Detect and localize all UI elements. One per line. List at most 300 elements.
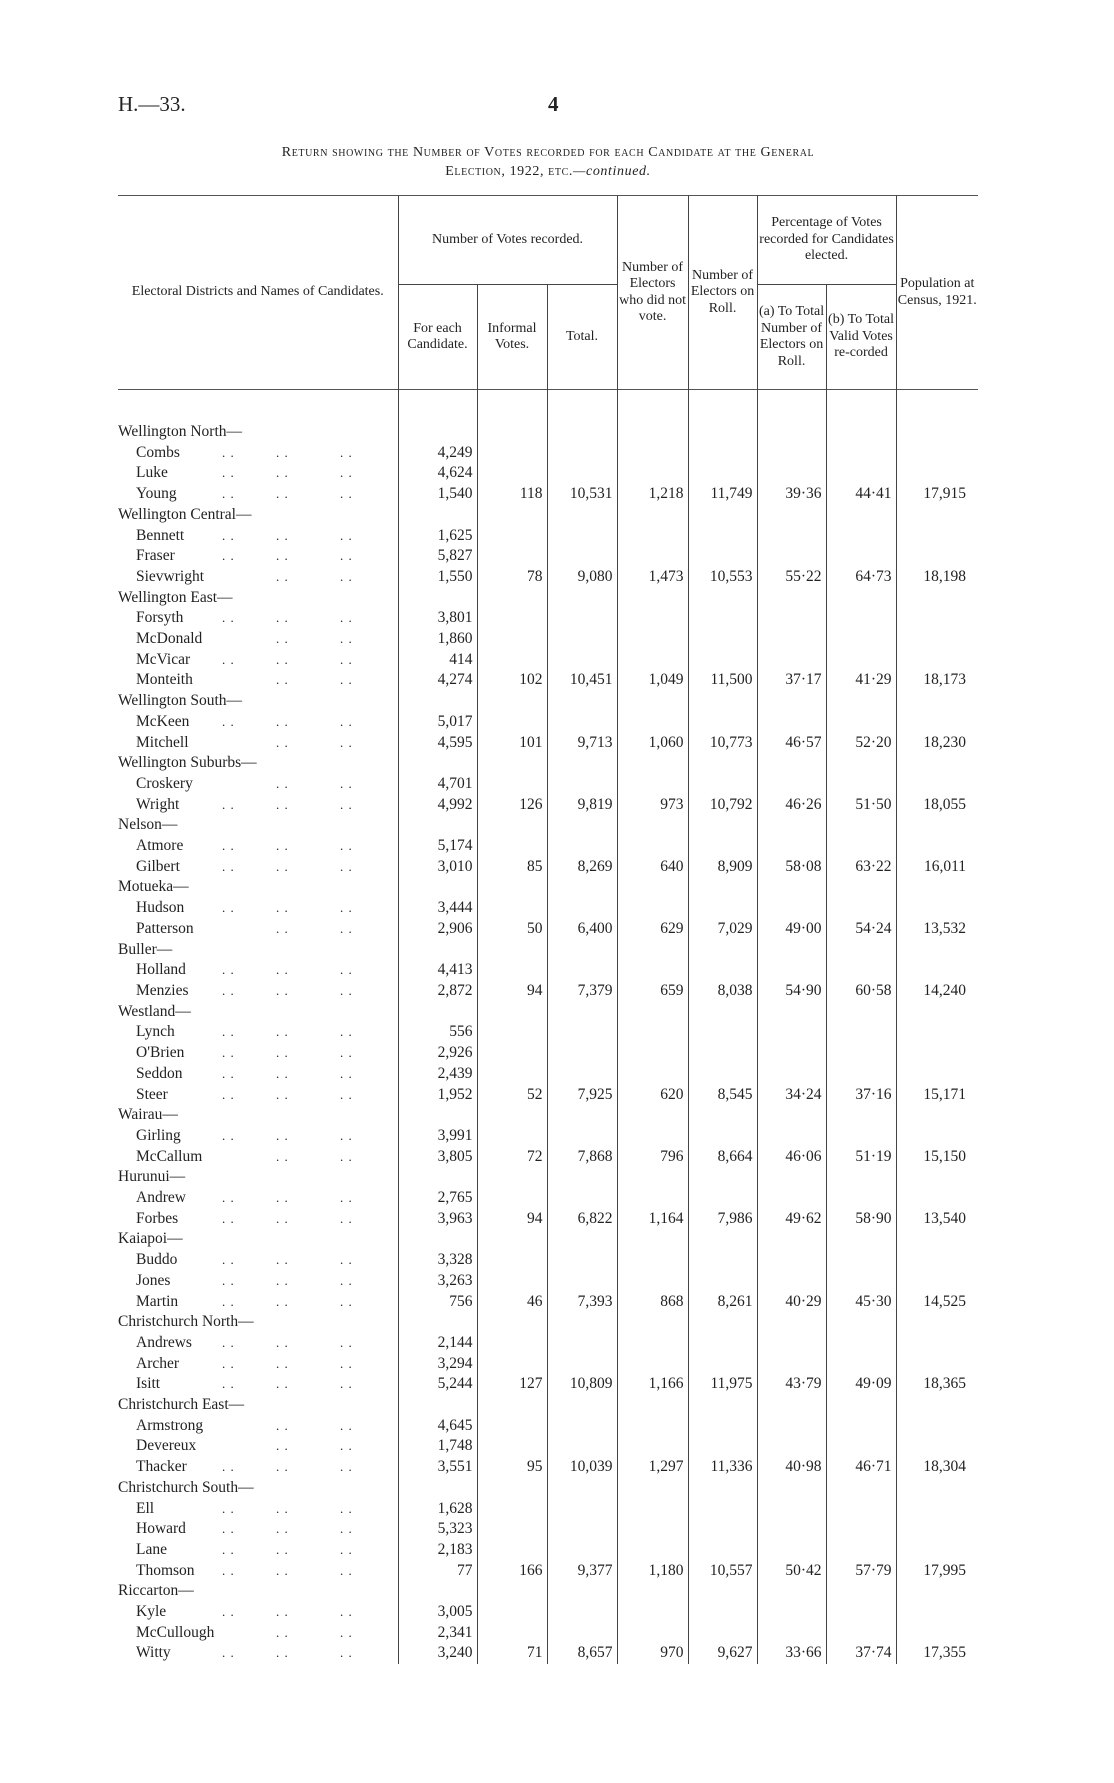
empty-cell xyxy=(547,774,617,795)
district-row xyxy=(118,422,978,443)
candidate-cell: . . . . . . Forsyth xyxy=(136,609,353,627)
candidate-row xyxy=(118,1292,978,1313)
population: 18,055 xyxy=(896,795,978,816)
population: 15,171 xyxy=(896,1085,978,1106)
candidate-row xyxy=(118,1623,978,1644)
col-header-pct-group: Percentage of Votes recorded for Candidates elected. xyxy=(757,196,896,285)
candidate-votes: 556 xyxy=(398,1022,477,1043)
empty-cell xyxy=(547,588,617,609)
empty-cell xyxy=(896,588,978,609)
candidate-name: Andrews xyxy=(136,1333,192,1351)
empty-cell xyxy=(688,1271,757,1292)
empty-cell xyxy=(826,960,896,981)
empty-cell xyxy=(757,1043,826,1064)
candidate-row xyxy=(118,1271,978,1292)
empty-cell xyxy=(826,1519,896,1540)
empty-cell xyxy=(896,422,978,443)
pct-b: 58·90 xyxy=(826,1209,896,1230)
population: 14,240 xyxy=(896,981,978,1002)
empty-cell xyxy=(547,546,617,567)
did-not-vote: 868 xyxy=(617,1292,688,1313)
district-name: Wairau— xyxy=(118,1106,178,1124)
empty-cell xyxy=(547,1022,617,1043)
empty-cell xyxy=(896,463,978,484)
empty-cell xyxy=(826,815,896,836)
district-row xyxy=(118,1581,978,1602)
empty-cell xyxy=(688,1499,757,1520)
candidate-name: Thacker xyxy=(136,1458,187,1476)
candidate-cell: . . . . . . Archer xyxy=(136,1354,353,1372)
empty-cell xyxy=(826,1002,896,1023)
district-row xyxy=(118,815,978,836)
candidate-cell: . . . . . . McKeen xyxy=(136,712,353,730)
candidate-votes: 1,550 xyxy=(398,567,477,588)
empty-cell xyxy=(477,546,547,567)
empty-cell xyxy=(896,1395,978,1416)
title-line-2 xyxy=(118,162,978,181)
candidate-cell: . . . . Sievwright xyxy=(136,567,353,585)
empty-cell xyxy=(547,1333,617,1354)
empty-cell xyxy=(896,1250,978,1271)
empty-cell xyxy=(617,1540,688,1561)
empty-cell xyxy=(757,1581,826,1602)
empty-cell xyxy=(617,1416,688,1437)
did-not-vote: 796 xyxy=(617,1147,688,1168)
candidate-cell: . . . . . . Seddon xyxy=(136,1064,353,1082)
district-row xyxy=(118,753,978,774)
candidate-row xyxy=(118,1561,978,1582)
population: 18,173 xyxy=(896,670,978,691)
district-name: Riccarton— xyxy=(118,1582,194,1600)
empty-cell xyxy=(547,815,617,836)
candidate-votes: 4,595 xyxy=(398,733,477,754)
empty-cell xyxy=(896,1126,978,1147)
empty-cell xyxy=(477,1022,547,1043)
empty-cell xyxy=(826,1436,896,1457)
candidate-name: Ell xyxy=(136,1499,155,1517)
empty-cell xyxy=(826,1126,896,1147)
empty-cell xyxy=(757,650,826,671)
empty-cell xyxy=(547,1395,617,1416)
candidate-name: Thomson xyxy=(136,1561,195,1579)
empty-cell xyxy=(757,1602,826,1623)
empty-cell xyxy=(896,753,978,774)
empty-cell xyxy=(688,712,757,733)
empty-cell xyxy=(398,691,477,712)
empty-cell xyxy=(826,1105,896,1126)
empty-cell xyxy=(477,1043,547,1064)
empty-cell xyxy=(398,588,477,609)
empty-cell xyxy=(477,712,547,733)
empty-cell xyxy=(398,505,477,526)
candidate-cell: . . . . . . Fraser xyxy=(136,547,353,565)
empty-cell xyxy=(547,1540,617,1561)
empty-cell xyxy=(688,1395,757,1416)
total: 10,039 xyxy=(547,1457,617,1478)
empty-cell xyxy=(896,1229,978,1250)
empty-cell xyxy=(617,1064,688,1085)
empty-cell xyxy=(477,1354,547,1375)
candidate-name: Archer xyxy=(136,1354,180,1372)
empty-cell xyxy=(896,1478,978,1499)
candidate-cell: . . . . . . Gilbert xyxy=(136,857,353,875)
candidate-votes: 5,244 xyxy=(398,1374,477,1395)
empty-cell xyxy=(398,1105,477,1126)
empty-cell xyxy=(757,960,826,981)
empty-cell xyxy=(896,940,978,961)
empty-cell xyxy=(617,1395,688,1416)
empty-cell xyxy=(757,1333,826,1354)
empty-cell xyxy=(826,1602,896,1623)
informal: 72 xyxy=(477,1147,547,1168)
candidate-votes: 2,926 xyxy=(398,1043,477,1064)
empty-cell xyxy=(826,1354,896,1375)
candidate-cell: . . . . . . O'Brien xyxy=(136,1044,353,1062)
empty-cell xyxy=(896,1623,978,1644)
candidate-votes: 4,701 xyxy=(398,774,477,795)
candidate-cell: . . . . . . Hudson xyxy=(136,899,353,917)
candidate-votes: 2,341 xyxy=(398,1623,477,1644)
candidate-votes: 3,294 xyxy=(398,1354,477,1375)
empty-cell xyxy=(896,712,978,733)
candidate-cell: . . . . . . Young xyxy=(136,485,353,503)
candidate-row xyxy=(118,795,978,816)
pct-b: 51·19 xyxy=(826,1147,896,1168)
empty-cell xyxy=(477,629,547,650)
empty-cell xyxy=(398,1229,477,1250)
candidate-name: Hudson xyxy=(136,899,185,917)
empty-cell xyxy=(688,608,757,629)
candidate-name: Girling xyxy=(136,1126,181,1144)
empty-cell xyxy=(547,940,617,961)
empty-cell xyxy=(477,1519,547,1540)
did-not-vote: 1,166 xyxy=(617,1374,688,1395)
empty-cell xyxy=(757,1416,826,1437)
candidate-row xyxy=(118,1333,978,1354)
empty-cell xyxy=(757,1312,826,1333)
informal: 52 xyxy=(477,1085,547,1106)
candidate-name: McVicar xyxy=(136,650,191,668)
empty-cell xyxy=(757,505,826,526)
empty-cell xyxy=(896,650,978,671)
pct-a: 40·29 xyxy=(757,1292,826,1313)
empty-cell xyxy=(757,712,826,733)
empty-cell xyxy=(547,1271,617,1292)
empty-cell xyxy=(688,1105,757,1126)
empty-cell xyxy=(547,836,617,857)
empty-cell xyxy=(757,526,826,547)
empty-cell xyxy=(826,1043,896,1064)
pct-a: 46·06 xyxy=(757,1147,826,1168)
empty-cell xyxy=(826,712,896,733)
empty-cell xyxy=(477,526,547,547)
pct-a: 49·62 xyxy=(757,1209,826,1230)
empty-cell xyxy=(896,691,978,712)
empty-cell xyxy=(617,1250,688,1271)
empty-cell xyxy=(547,1167,617,1188)
empty-cell xyxy=(477,1126,547,1147)
total: 6,822 xyxy=(547,1209,617,1230)
empty-cell xyxy=(688,1167,757,1188)
empty-cell xyxy=(896,1540,978,1561)
candidate-name: Wright xyxy=(136,795,180,813)
population: 18,365 xyxy=(896,1374,978,1395)
candidate-name: Fraser xyxy=(136,547,175,565)
candidate-votes: 1,748 xyxy=(398,1436,477,1457)
empty-cell xyxy=(547,1436,617,1457)
empty-cell xyxy=(688,774,757,795)
empty-cell xyxy=(896,1105,978,1126)
district-row xyxy=(118,1002,978,1023)
district-name: Wellington North— xyxy=(118,423,243,440)
candidate-cell: . . . . . . Luke xyxy=(136,464,353,482)
empty-cell xyxy=(477,1271,547,1292)
empty-cell xyxy=(688,443,757,464)
pct-a: 54·90 xyxy=(757,981,826,1002)
candidate-name: Young xyxy=(136,485,177,503)
empty-cell xyxy=(757,1167,826,1188)
empty-cell xyxy=(688,1043,757,1064)
pct-b: 41·29 xyxy=(826,670,896,691)
on-roll: 11,749 xyxy=(688,484,757,505)
empty-cell xyxy=(477,774,547,795)
empty-cell xyxy=(826,753,896,774)
candidate-cell: . . . . . . Martin xyxy=(136,1292,353,1310)
candidate-name: McCullough xyxy=(136,1623,215,1641)
candidate-row xyxy=(118,919,978,940)
pct-a: 37·17 xyxy=(757,670,826,691)
empty-cell xyxy=(826,877,896,898)
empty-cell xyxy=(617,1499,688,1520)
total: 8,269 xyxy=(547,857,617,878)
candidate-row xyxy=(118,836,978,857)
district-name: Christchurch North— xyxy=(118,1313,254,1331)
candidate-cell: . . . . . . Ell xyxy=(136,1499,353,1517)
candidate-name: Sievwright xyxy=(136,567,205,585)
candidate-votes: 4,249 xyxy=(398,443,477,464)
empty-cell xyxy=(617,1126,688,1147)
empty-cell xyxy=(477,1167,547,1188)
candidate-cell: . . . . Devereux xyxy=(136,1437,353,1455)
empty-cell xyxy=(896,877,978,898)
candidate-name: Howard xyxy=(136,1520,186,1538)
candidate-name: Witty xyxy=(136,1644,171,1662)
candidate-row xyxy=(118,1064,978,1085)
col-header-pct-b: (b) To Total Valid Votes re-corded xyxy=(826,285,896,390)
candidate-cell: . . . . . . Lynch xyxy=(136,1023,353,1041)
empty-cell xyxy=(826,1499,896,1520)
empty-cell xyxy=(688,588,757,609)
candidate-votes: 3,328 xyxy=(398,1250,477,1271)
empty-cell xyxy=(757,629,826,650)
empty-cell xyxy=(617,691,688,712)
empty-cell xyxy=(547,1229,617,1250)
empty-cell xyxy=(757,546,826,567)
candidate-row xyxy=(118,857,978,878)
pct-b: 51·50 xyxy=(826,795,896,816)
empty-cell xyxy=(896,836,978,857)
informal: 50 xyxy=(477,919,547,940)
empty-cell xyxy=(477,815,547,836)
candidate-votes: 1,540 xyxy=(398,484,477,505)
empty-cell xyxy=(398,1167,477,1188)
did-not-vote: 970 xyxy=(617,1643,688,1664)
empty-cell xyxy=(477,505,547,526)
candidate-votes: 3,005 xyxy=(398,1602,477,1623)
empty-cell xyxy=(477,1333,547,1354)
on-roll: 8,261 xyxy=(688,1292,757,1313)
empty-cell xyxy=(617,1271,688,1292)
empty-cell xyxy=(547,691,617,712)
empty-cell xyxy=(477,1250,547,1271)
empty-cell xyxy=(826,608,896,629)
candidate-row xyxy=(118,546,978,567)
empty-cell xyxy=(757,1250,826,1271)
empty-cell xyxy=(826,546,896,567)
total: 10,809 xyxy=(547,1374,617,1395)
informal: 71 xyxy=(477,1643,547,1664)
candidate-row xyxy=(118,1519,978,1540)
candidate-name: Patterson xyxy=(136,919,194,937)
empty-cell xyxy=(477,1064,547,1085)
candidate-votes: 1,625 xyxy=(398,526,477,547)
candidate-votes: 2,906 xyxy=(398,919,477,940)
empty-cell xyxy=(477,1105,547,1126)
empty-cell xyxy=(896,1022,978,1043)
empty-cell xyxy=(896,1167,978,1188)
candidate-votes: 1,860 xyxy=(398,629,477,650)
empty-cell xyxy=(826,505,896,526)
candidate-votes: 3,551 xyxy=(398,1457,477,1478)
empty-cell xyxy=(757,898,826,919)
on-roll: 11,336 xyxy=(688,1457,757,1478)
population: 17,355 xyxy=(896,1643,978,1664)
candidate-cell: . . . . . . Isitt xyxy=(136,1375,353,1393)
empty-cell xyxy=(757,877,826,898)
candidate-name: Lynch xyxy=(136,1023,175,1041)
informal: 78 xyxy=(477,567,547,588)
candidate-row xyxy=(118,1354,978,1375)
population: 14,525 xyxy=(896,1292,978,1313)
on-roll: 10,792 xyxy=(688,795,757,816)
empty-cell xyxy=(617,629,688,650)
population: 18,304 xyxy=(896,1457,978,1478)
empty-cell xyxy=(688,1250,757,1271)
col-header-did-not-vote: Number of Electors who did not vote. xyxy=(617,196,688,390)
candidate-name: Combs xyxy=(136,443,180,461)
total: 9,080 xyxy=(547,567,617,588)
empty-cell xyxy=(477,691,547,712)
candidate-cell: . . . . . . Thacker xyxy=(136,1458,353,1476)
empty-cell xyxy=(896,898,978,919)
candidate-votes: 4,413 xyxy=(398,960,477,981)
empty-cell xyxy=(477,1499,547,1520)
empty-cell xyxy=(617,463,688,484)
col-header-pct-a: (a) To Total Number of Electors on Roll. xyxy=(757,285,826,390)
candidate-cell: . . . . . . Combs xyxy=(136,443,353,461)
empty-cell xyxy=(688,1126,757,1147)
empty-cell xyxy=(688,898,757,919)
pct-b: 64·73 xyxy=(826,567,896,588)
empty-cell xyxy=(547,1354,617,1375)
empty-cell xyxy=(617,650,688,671)
col-header-informal: Informal Votes. xyxy=(477,285,547,390)
candidate-name: Mitchell xyxy=(136,733,189,751)
candidate-cell: . . . . Armstrong xyxy=(136,1416,353,1434)
empty-cell xyxy=(826,1478,896,1499)
empty-cell xyxy=(688,1022,757,1043)
empty-cell xyxy=(617,1312,688,1333)
empty-cell xyxy=(477,1229,547,1250)
empty-cell xyxy=(477,1416,547,1437)
empty-cell xyxy=(617,608,688,629)
empty-cell xyxy=(826,940,896,961)
total: 10,451 xyxy=(547,670,617,691)
candidate-row xyxy=(118,1499,978,1520)
candidate-name: Atmore xyxy=(136,837,184,855)
on-roll: 8,909 xyxy=(688,857,757,878)
page-title xyxy=(118,143,978,181)
empty-cell xyxy=(617,1623,688,1644)
candidate-cell: . . . . . . Andrew xyxy=(136,1189,353,1207)
candidate-name: McCallum xyxy=(136,1147,203,1165)
population: 13,540 xyxy=(896,1209,978,1230)
empty-cell xyxy=(757,1519,826,1540)
candidate-row xyxy=(118,1643,978,1664)
district-name: Kaiapoi— xyxy=(118,1230,183,1248)
candidate-votes: 4,624 xyxy=(398,463,477,484)
candidate-row xyxy=(118,608,978,629)
table-body xyxy=(118,422,978,1664)
empty-cell xyxy=(547,712,617,733)
district-name: Wellington Suburbs— xyxy=(118,754,257,772)
empty-cell xyxy=(688,505,757,526)
empty-cell xyxy=(617,546,688,567)
district-row xyxy=(118,691,978,712)
empty-cell xyxy=(477,422,547,443)
candidate-votes: 2,765 xyxy=(398,1188,477,1209)
empty-cell xyxy=(477,898,547,919)
total: 7,868 xyxy=(547,1147,617,1168)
candidate-votes: 3,010 xyxy=(398,857,477,878)
empty-cell xyxy=(477,650,547,671)
empty-cell xyxy=(688,877,757,898)
did-not-vote: 629 xyxy=(617,919,688,940)
empty-cell xyxy=(477,1623,547,1644)
empty-cell xyxy=(757,1354,826,1375)
district-row xyxy=(118,505,978,526)
pct-a: 34·24 xyxy=(757,1085,826,1106)
pct-b: 63·22 xyxy=(826,857,896,878)
empty-cell xyxy=(477,1540,547,1561)
total: 9,819 xyxy=(547,795,617,816)
candidate-name: McKeen xyxy=(136,712,190,730)
district-name: Christchurch East— xyxy=(118,1396,245,1414)
empty-cell xyxy=(547,650,617,671)
candidate-name: Isitt xyxy=(136,1375,161,1393)
total: 7,393 xyxy=(547,1292,617,1313)
empty-cell xyxy=(547,1416,617,1437)
candidate-cell: . . . . Croskery xyxy=(136,774,353,792)
empty-cell xyxy=(398,877,477,898)
empty-cell xyxy=(826,1581,896,1602)
empty-cell xyxy=(688,1064,757,1085)
candidate-name: O'Brien xyxy=(136,1044,185,1062)
candidate-votes: 756 xyxy=(398,1292,477,1313)
empty-cell xyxy=(477,1478,547,1499)
did-not-vote: 1,164 xyxy=(617,1209,688,1230)
pct-a: 46·57 xyxy=(757,733,826,754)
